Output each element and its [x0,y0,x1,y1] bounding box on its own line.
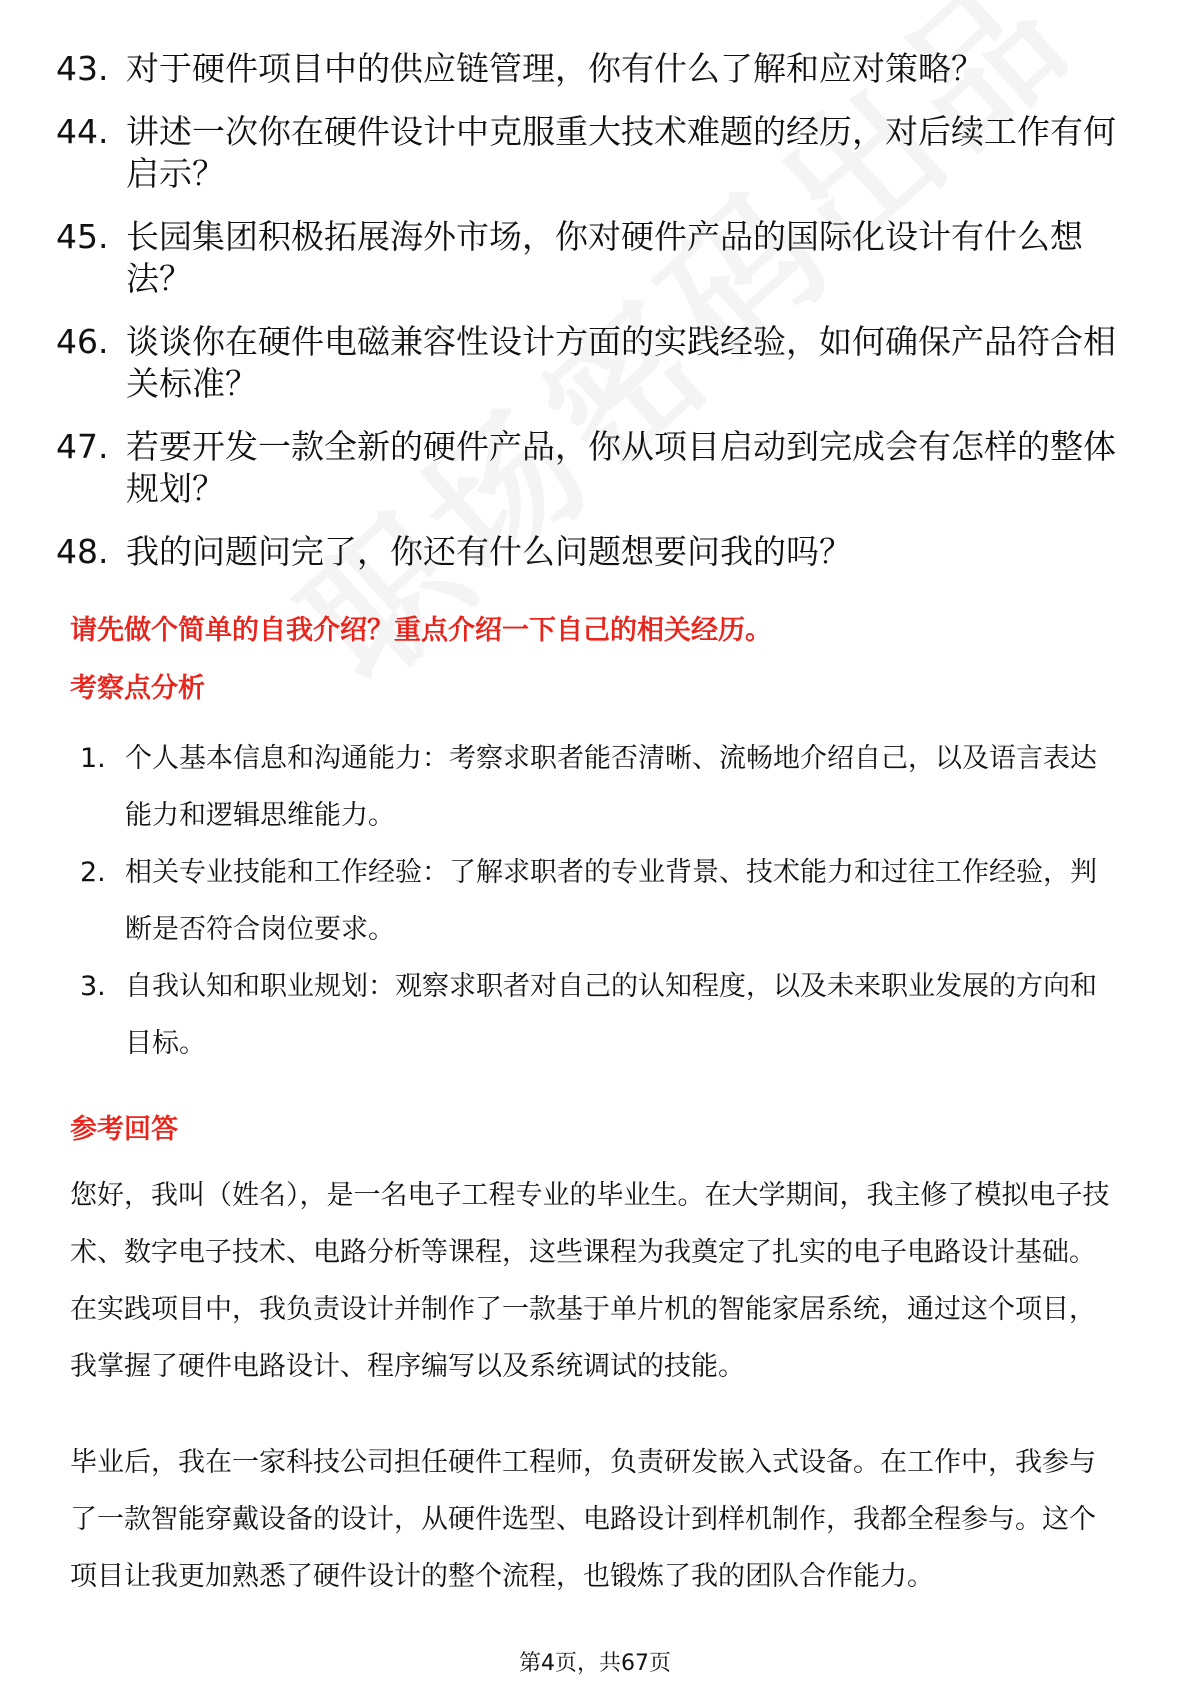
main-question-heading: 请先做个简单的自我介绍？重点介绍一下自己的相关经历。 [70,615,772,646]
page-footer: 第4页，共67页 [519,1651,671,1676]
analysis-point [80,730,1120,844]
point-number: 1. [80,743,106,774]
question-text: 我的问题问完了，你还有什么问题想要问我的吗？ [126,532,852,571]
answer-heading: 参考回答 [70,1114,178,1145]
question-number: 45. [56,217,109,256]
question-item [56,531,1116,573]
point-text: 自我认知和职业规划：观察求职者对自己的认知程度，以及未来职业发展的方向和目标。 [125,971,1097,1059]
answer-paragraph: 毕业后，我在一家科技公司担任硬件工程师，负责研发嵌入式设备。在工作中，我参与了一款智能穿戴设备的设计，从硬件选型、电路设计到样机制作，我都全程参与。这个项目让我更加熟悉了硬件设计的整个流程，也锻炼了我的团队合作能力。 [70,1447,1096,1592]
analysis-point [80,958,1120,1072]
question-list [56,48,1116,594]
analysis-points [80,730,1120,1072]
answer-paragraph: 您好，我叫（姓名），是一名电子工程专业的毕业生。在大学期间，我主修了模拟电子技术、数字电子技术、电路分析等课程，这些课程为我奠定了扎实的电子电路设计基础。在实践项目中，我负责设计并制作了一款基于单片机的智能家居系统，通过这个项目，我掌握了硬件电路设计、程序编写以及系统调试的技能。 [70,1180,1110,1382]
analysis-heading: 考察点分析 [70,673,205,704]
question-number: 48. [56,532,109,571]
question-item [56,321,1116,405]
question-number: 46. [56,322,109,361]
question-number: 44. [56,112,109,151]
question-item [56,48,1116,90]
question-number: 43. [56,49,109,88]
question-item [56,111,1116,195]
question-item [56,426,1116,510]
analysis-point [80,844,1120,958]
point-text: 个人基本信息和沟通能力：考察求职者能否清晰、流畅地介绍自己，以及语言表达能力和逻辑思维能力。 [125,743,1097,831]
question-text: 讲述一次你在硬件设计中克服重大技术难题的经历，对后续工作有何启示？ [126,112,1116,193]
point-number: 2. [80,857,106,888]
question-text: 对于硬件项目中的供应链管理，你有什么了解和应对策略？ [126,49,984,88]
point-text: 相关专业技能和工作经验：了解求职者的专业背景、技术能力和过往工作经验，判断是否符合岗位要求。 [125,857,1097,945]
point-number: 3. [80,971,106,1002]
question-item [56,216,1116,300]
question-number: 47. [56,427,109,466]
question-text: 若要开发一款全新的硬件产品，你从项目启动到完成会有怎样的整体规划？ [126,427,1116,508]
question-text: 长园集团积极拓展海外市场，你对硬件产品的国际化设计有什么想法？ [126,217,1083,298]
question-text: 谈谈你在硬件电磁兼容性设计方面的实践经验，如何确保产品符合相关标准？ [126,322,1116,403]
